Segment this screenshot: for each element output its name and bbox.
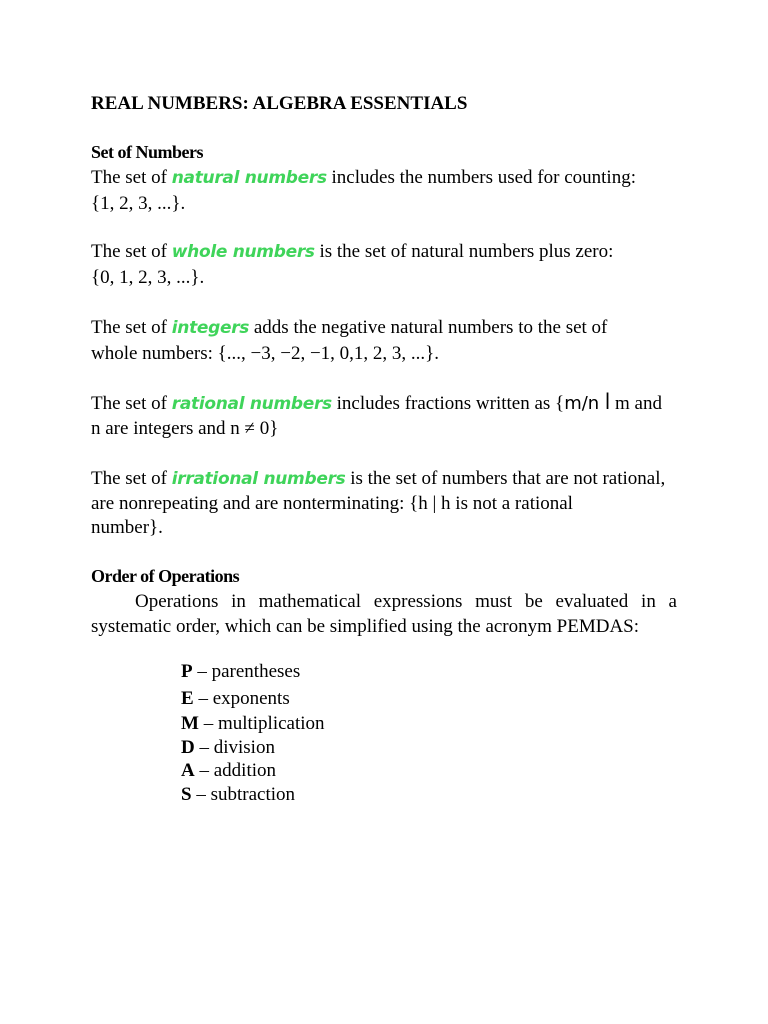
irrational-numbers-line2: are nonrepeating and are nonterminating: {h | h is not a rational	[91, 493, 573, 514]
order-paragraph-text: Operations in mathematical expressions must be evaluated in a systematic order, which can be simplified using the acronym PEMDAS:	[91, 591, 677, 637]
pemdas-text: – multiplication	[198, 713, 325, 734]
natural-numbers-line	[91, 165, 636, 191]
rational-post: includes fractions written as {	[331, 393, 565, 414]
rational-pre: The set of	[91, 393, 172, 414]
pemdas-text: – division	[194, 737, 275, 758]
pemdas-item-s	[181, 784, 295, 806]
integers-post: adds the negative natural numbers to the set of	[249, 317, 608, 338]
pemdas-item-p	[181, 661, 300, 683]
pemdas-item-a	[181, 760, 276, 782]
term-irrational-numbers: irrational numbers	[171, 469, 346, 489]
rational-numbers-line2: n are integers and n ≠ 0}	[91, 418, 279, 439]
irrational-numbers-line	[91, 466, 665, 492]
pemdas-text: – exponents	[193, 688, 290, 709]
whole-pre: The set of	[91, 241, 172, 262]
document-title: REAL NUMBERS: ALGEBRA ESSENTIALS	[91, 93, 468, 114]
natural-post: includes the numbers used for counting:	[326, 167, 636, 188]
pemdas-letter: M	[181, 713, 199, 734]
rational-numbers-line	[91, 391, 662, 417]
integers-set: whole numbers: {..., −3, −2, −1, 0,1, 2, 3, ...}.	[91, 343, 440, 364]
heading-set-of-numbers: Set of Numbers	[91, 142, 203, 162]
pemdas-item-e	[181, 688, 290, 710]
natural-pre: The set of	[91, 167, 172, 188]
pemdas-text: – addition	[194, 760, 277, 781]
pemdas-letter: S	[181, 784, 192, 805]
whole-numbers-line	[91, 239, 613, 265]
rational-math: m/n ꟾ	[564, 393, 611, 414]
irrational-post: is the set of numbers that are not rational,	[345, 468, 666, 489]
term-rational-numbers: rational numbers	[171, 394, 332, 414]
integers-line	[91, 315, 607, 341]
pemdas-letter: E	[181, 688, 194, 709]
natural-numbers-set: {1, 2, 3, ...}.	[91, 193, 186, 214]
term-integers: integers	[171, 318, 250, 338]
integers-pre: The set of	[91, 317, 172, 338]
pemdas-text: – parentheses	[192, 661, 301, 682]
order-of-operations-paragraph	[91, 589, 677, 639]
pemdas-item-d	[181, 737, 275, 759]
pemdas-text: – subtraction	[191, 784, 296, 805]
whole-post: is the set of natural numbers plus zero:	[314, 241, 614, 262]
term-natural-numbers: natural numbers	[171, 168, 327, 188]
pemdas-item-m	[181, 713, 325, 735]
heading-order-of-operations: Order of Operations	[91, 566, 240, 586]
whole-numbers-set: {0, 1, 2, 3, ...}.	[91, 267, 205, 288]
term-whole-numbers: whole numbers	[171, 242, 315, 262]
pemdas-letter: D	[181, 737, 195, 758]
rational-post2: m and	[610, 393, 662, 414]
irrational-numbers-line3: number}.	[91, 517, 163, 538]
pemdas-letter: A	[181, 760, 195, 781]
pemdas-letter: P	[181, 661, 193, 682]
irrational-pre: The set of	[91, 468, 172, 489]
